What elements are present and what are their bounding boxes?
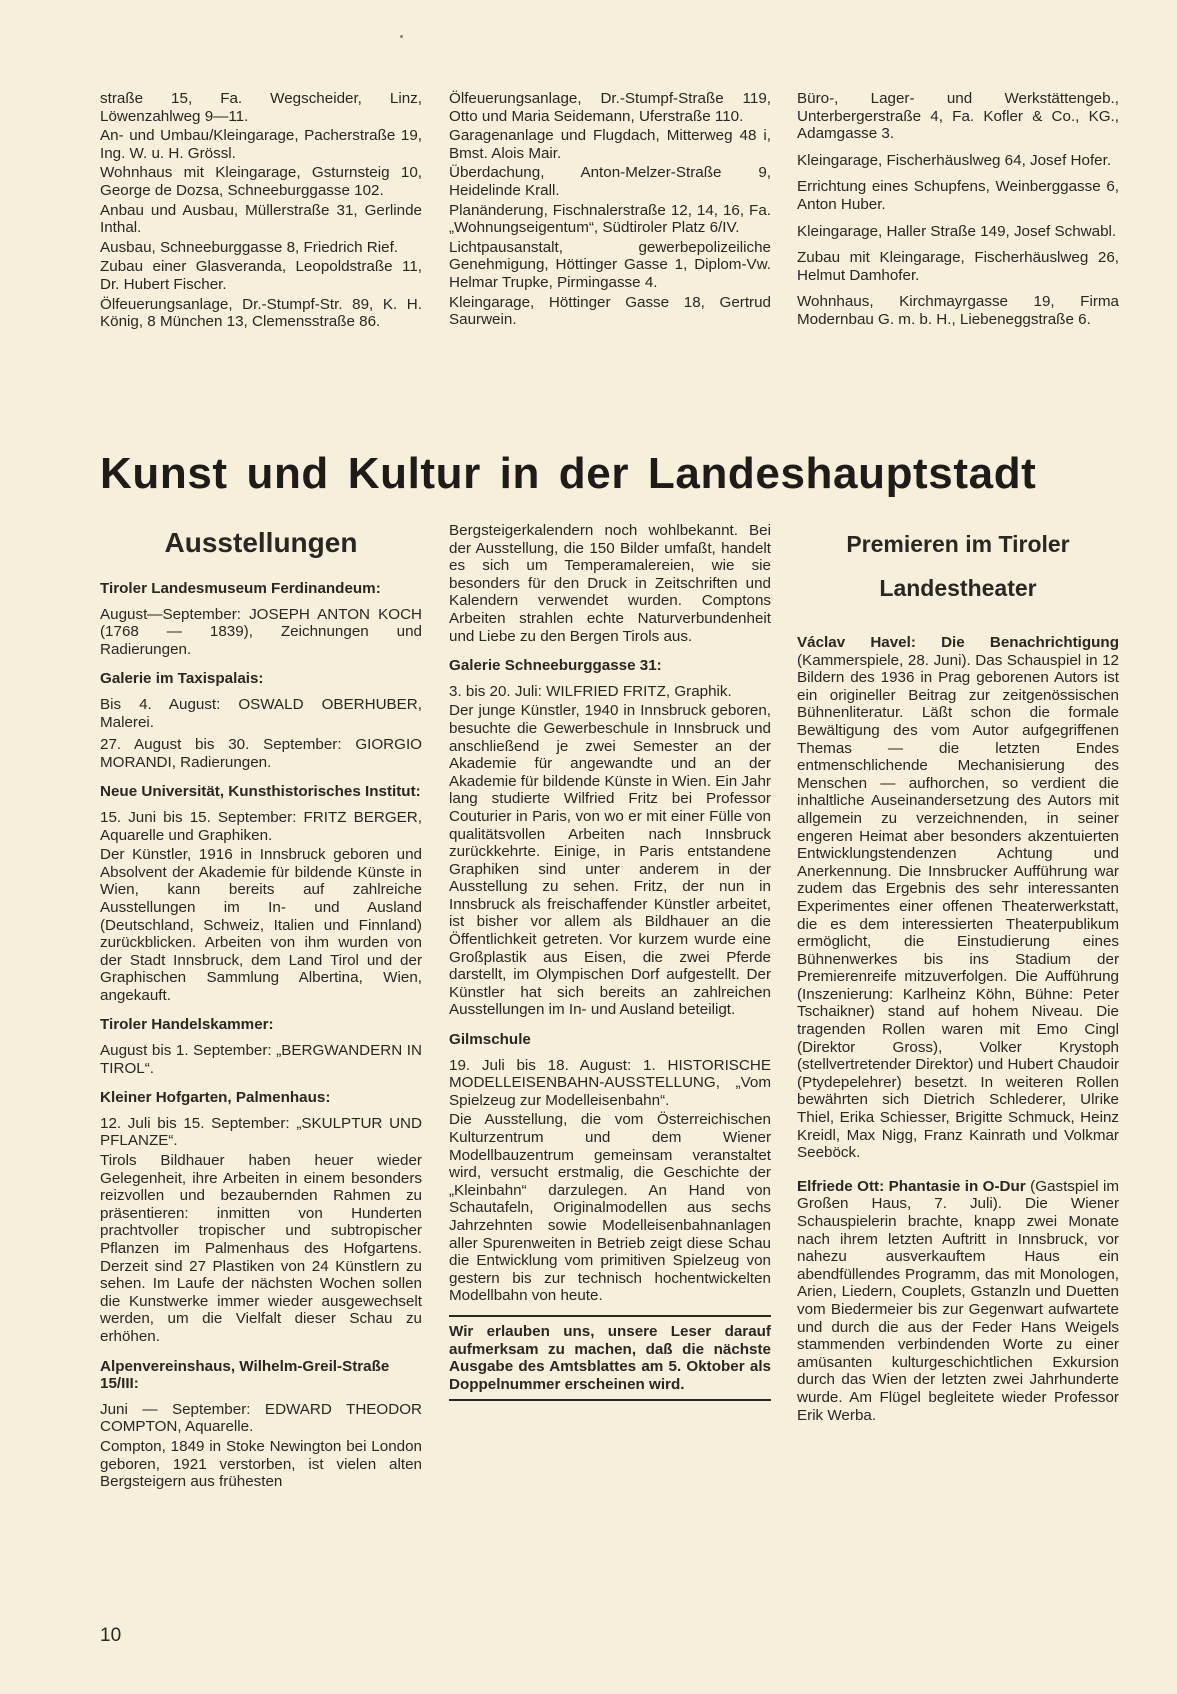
exhibition-text: Tirols Bildhauer haben heuer wieder Gelegenheit, ihre Arbeiten in einem besonders reizvollen und bezaubernden Rahmen zu präsentieren: inmitten von Hunderten prachtvoller tropischer und subtropischer Pflanzen im Palmenhaus des Hofgartens. Derzeit sind 27 Plastiken von 24 Künstlern zu sehen. Im Laufe der nächsten Wochen sollen die Kunstwerke immer wieder ausgewechselt werden, um die Vielfalt dieser Schau zu erhöhen. (100, 1152, 422, 1345)
exhibition-text: Die Ausstellung, die vom Österreichischen Kulturzentrum und dem Wiener Modellbauzentrum gemeinsam veranstaltet wird, versucht erstmalig, die Geschichte der „Kleinbahn“ darzulegen. An Hand von Schautafeln, Originalmodellen aus sechs Jahrzehnten sowie Modelleisenbahnanlagen aller Spurenweiten in Betrieb zeigt diese Schau die Entwicklung vom primitiven Spielzeug von gestern bis zur technisch hochentwickelten Modellbahn von heute. (449, 1111, 771, 1305)
exhibition-text: Bergsteigerkalendern noch wohlbekannt. Bei der Ausstellung, die 150 Bilder umfaßt, handelt es sich um Temperamalereien, wie sie besonders für den Druck in Zeitschriften und Kalendern verwendet wurden. Comptons Arbeiten strahlen echte Naturverbundenheit und Liebe zu den Bergen Tirols aus. (449, 522, 771, 645)
venue-heading: Galerie Schneeburggasse 31: (449, 657, 662, 675)
premiere-review (797, 1178, 1119, 1424)
reader-notice: Wir erlauben uns, unsere Leser darauf aufmerksam zu machen, daß die nächste Ausgabe des Amtsblattes am 5. Oktober als Doppelnummer erscheinen wird. (449, 1315, 771, 1401)
listing-entry: Kleingarage, Höttinger Gasse 18, Gertrud Saurwein. (449, 293, 771, 329)
exhibition-text: Bis 4. August: OSWALD OBERHUBER, Malerei. (100, 695, 422, 731)
listing-entry: Garagenanlage und Flugdach, Mitterweg 48 i, Bmst. Alois Mair. (449, 127, 771, 162)
listing-column-3 (797, 90, 1119, 338)
listing-entry: Errichtung eines Schupfens, Weinberggasse 6, Anton Huber. (797, 178, 1119, 213)
listing-entry: Ölfeuerungsanlage, Dr.-Stumpf-Str. 89, K. H. König, 8 München 13, Clemensstraße 86. (100, 295, 422, 331)
premieres-heading (797, 522, 1119, 610)
exhibition-text: 12. Juli bis 15. September: „SKULPTUR UND PFLANZE“. (100, 1114, 422, 1150)
venue-heading: Tiroler Landesmuseum Ferdinandeum: (100, 580, 381, 597)
listing-column-2 (449, 90, 771, 331)
exhibitions-column-continued (449, 522, 771, 1401)
venue-heading: Alpenvereinshaus, Wilhelm-Greil-Straße 15/III: (100, 1357, 390, 1393)
exhibition-text: August—September: JOSEPH ANTON KOCH (1768 — 1839), Zeichnungen und Radierungen. (100, 605, 422, 658)
exhibition-text: 27. August bis 30. September: GIORGIO MORANDI, Radierungen. (100, 736, 422, 771)
listing-entry: Anbau und Ausbau, Müllerstraße 31, Gerlinde Inthal. (100, 201, 422, 237)
exhibitions-column (100, 522, 422, 1496)
exhibition-text: 19. Juli bis 18. August: 1. HISTORISCHE MODELLEISENBAHN-AUSSTELLUNG, „Vom Spielzeug zur Modelleisenbahn“. (449, 1056, 771, 1109)
exhibition-text: Der Künstler, 1916 in Innsbruck geboren und Absolvent der Akademie für bildende Künste in Wien, kann bereits auf zahlreiche Ausstellungen im In- und Ausland (Deutschland, Schweiz, Italien und Finnland) zurückblicken. Arbeiten von ihm wurden von der Stadt Innsbruck, dem Land Tirol und der Graphischen Sammlung Albertina, Wien, angekauft. (100, 846, 422, 1004)
premiere-title: Elfriede Ott: Phantasie in O-Dur (797, 1177, 1026, 1195)
venue-heading: Neue Universität, Kunsthistorisches Institut: (100, 783, 421, 801)
venue-heading: Gilmschule (449, 1031, 531, 1049)
listing-entry: Wohnhaus mit Kleingarage, Gsturnsteig 10, George de Dozsa, Schneeburggasse 102. (100, 164, 422, 199)
listing-column-1 (100, 90, 422, 333)
listing-entry: Zubau einer Glasveranda, Leopoldstraße 11, Dr. Hubert Fischer. (100, 258, 422, 293)
exhibition-text: 3. bis 20. Juli: WILFRIED FRITZ, Graphik. (449, 682, 732, 700)
exhibition-text: 15. Juni bis 15. September: FRITZ BERGER, Aquarelle und Graphiken. (100, 808, 422, 844)
page-number: 10 (100, 1625, 122, 1646)
premieres-column (797, 522, 1119, 1429)
listing-entry: Ölfeuerungsanlage, Dr.-Stumpf-Straße 119, Otto und Maria Seidemann, Uferstraße 110. (449, 90, 771, 125)
exhibitions-heading: Ausstellungen (164, 527, 358, 558)
print-speck (400, 35, 403, 38)
listing-entry: Kleingarage, Haller Straße 149, Josef Schwabl. (797, 222, 1117, 240)
listing-entry: Wohnhaus, Kirchmayrgasse 19, Firma Modernbau G. m. b. H., Liebeneggstraße 6. (797, 293, 1119, 328)
premieres-heading-line-1: Premieren im Tiroler (846, 531, 1070, 557)
listing-entry: straße 15, Fa. Wegscheider, Linz, Löwenzahlweg 9—11. (100, 90, 422, 125)
listing-entry: Ausbau, Schneeburggasse 8, Friedrich Rief. (100, 238, 399, 256)
section-headline: Kunst und Kultur in der Landeshauptstadt (100, 449, 1037, 498)
exhibition-text: Juni — September: EDWARD THEODOR COMPTON, Aquarelle. (100, 1400, 422, 1436)
venue-heading: Tiroler Handelskammer: (100, 1016, 274, 1034)
venue-heading: Kleiner Hofgarten, Palmenhaus: (100, 1089, 331, 1107)
venue-heading: Galerie im Taxispalais: (100, 670, 264, 688)
premiere-review (797, 634, 1119, 1162)
listing-entry: An- und Umbau/Kleingarage, Pacherstraße 19, Ing. W. u. H. Grössl. (100, 127, 422, 162)
exhibition-text: Der junge Künstler, 1940 in Innsbruck geboren, besuchte die Gewerbeschule in Innsbruck und anschließend je zwei Semester an der Akademie für angewandte und an der Akademie für bildende Künste in Wien. Ein Jahr lang studierte Wilfried Fritz bei Professor Couturier in Paris, von wo er mit einer Fülle von qualitätsvollen Arbeiten nach Innsbruck zurückkehrte. Einige, in Paris entstandene Graphiken sind unter anderem in der Ausstellung zu sehen. Fritz, der nun in Innsbruck als freischaffender Künstler arbeitet, ist bisher vor allem als Bildhauer an die Öffentlichkeit getreten. Vor kurzem wurde eine Großplastik aus Eisen, die zwei Pferde darstellt, im Olympischen Dorf aufgestellt. Der Künstler hat sich bereits an zahlreichen Ausstellungen im In- und Ausland beteiligt. (449, 702, 771, 1019)
listing-entry: Überdachung, Anton-Melzer-Straße 9, Heidelinde Krall. (449, 164, 771, 199)
listing-entry: Kleingarage, Fischerhäuslweg 64, Josef Hofer. (797, 151, 1112, 169)
listing-entry: Lichtpausanstalt, gewerbepolizeiliche Genehmigung, Höttinger Gasse 1, Diplom-Vw. Helmar Trupke, Pirmingasse 4. (449, 238, 771, 291)
premiere-title: Václav Havel: Die Benachrichtigung (797, 634, 1119, 651)
premiere-text: (Kammerspiele, 28. Juni). Das Schauspiel in 12 Bildern des 1936 in Prag geborenen Autors ist ein origineller Beitrag zur zeitgenössischen Bühnenliteratur. Läßt schon die formale Bewältigung des vom Autor aufgegriffenen Themas — die letzten Endes entmenschlichende Mechanisierung des Menschen — aufhorchen, so verdient die inhaltliche Auseinandersetzung des Autors mit allgemein zu verzeichnenden, in seiner engeren Heimat aber besonders akzentuierten Entwicklungstendenzen Achtung und Anerkennung. Die Innsbrucker Aufführung war zudem das Ergebnis des sehr interessanten Experimentes einer offenen Theaterwerkstatt, die es dem interessierten Theaterpublikum ermöglicht, die Einstudierung eines Bühnenwerkes bis ins Stadium der Premierenreife mitzuverfolgen. Die Aufführung (Inszenierung: Karlheinz Köhn, Bühne: Peter Tschaikner) stand auf hohem Niveau. Die tragenden Rollen waren mit Emo Cingl (Direktor Gross), Volker Krystoph (stellvertretender Direktor) und Hubert Chaudoir (Ptydepelehrer) besetzt. In weiteren Rollen bewährten sich Dietrich Schlederer, Ulrike Thiel, Erika Schiesser, Brigitte Schmuck, Heinz Kreidl, Max Nigg, Franz Kainrath und Volkmar Seeböck. (797, 651, 1119, 1162)
exhibition-text: August bis 1. September: „BERGWANDERN IN TIROL“. (100, 1042, 422, 1077)
listing-entry: Zubau mit Kleingarage, Fischerhäuslweg 26, Helmut Damhofer. (797, 249, 1119, 284)
listing-entry: Planänderung, Fischnalerstraße 12, 14, 16, Fa. „Wohnungseigentum“, Südtiroler Platz 6/IV. (449, 201, 771, 237)
premiere-text: (Gastspiel im Großen Haus, 7. Juli). Die Wiener Schauspielerin brachte, knapp zwei Monate nach ihrem letzten Auftritt in Innsbruck, vor nahezu ausverkauftem Haus ein abendfüllendes Programm, das mit Monologen, Arien, Liedern, Couplets, Gstanzln und Duetten vom Biedermeier bis zur Gegenwart aufwartete und durch die aus der Feder Hans Weigels stammenden verbindenden Worte zu einer amüsanten kulturgeschichtlichen Exkursion durch das Wien der letzten zwei Jahrhunderte wurde. Am Flügel begleitete wieder Professor Erik Werba. (797, 1177, 1119, 1424)
listing-entry: Büro-, Lager- und Werkstättengeb., Unterbergerstraße 4, Fa. Kofler & Co., KG., Adamgasse 3. (797, 90, 1119, 143)
exhibition-text: Compton, 1849 in Stoke Newington bei London geboren, 1921 verstorben, ist vielen alten Bergsteigern aus frühesten (100, 1437, 422, 1491)
premieres-heading-line-2: Landestheater (879, 575, 1037, 601)
